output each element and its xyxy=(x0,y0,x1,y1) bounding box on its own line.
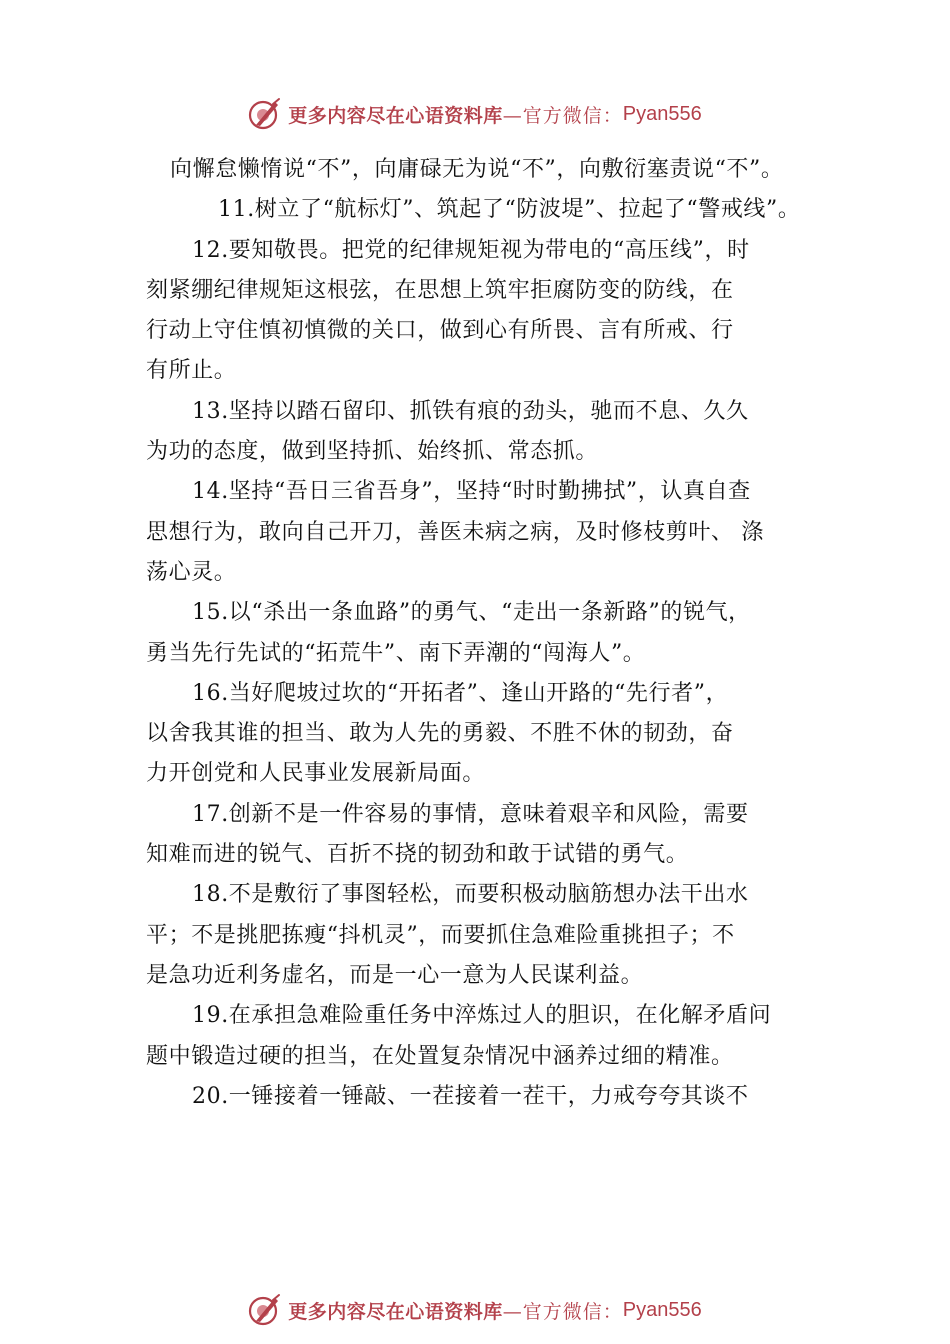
header-wechat-id: Pyan556 xyxy=(622,102,702,125)
text-line: 向懈怠懒惰说“不”，向庸碌无为说“不”，向敷衍塞责说“不”。 xyxy=(170,157,784,182)
text-line: 为功的态度，做到坚持抓、始终抓、常态抓。 xyxy=(146,439,599,465)
text-line: 18.不是敷衍了事图轻松，而要积极动脑筋想办法干出水 xyxy=(192,882,749,908)
text-line: 11.树立了“航标灯”、筑起了“防波堤”、拉起了“警戒线”。 xyxy=(218,197,801,223)
text-line: 荡心灵。 xyxy=(146,559,237,585)
footer-sub-text: —官方微信： xyxy=(502,1300,623,1323)
text-line: 思想行为，敢向自己开刀，善医未病之病，及时修枝剪叶、 涤 xyxy=(146,519,764,545)
text-line: 知难而进的锐气、百折不挠的韧劲和敢于试错的勇气。 xyxy=(146,842,689,868)
quill-logo-icon xyxy=(248,97,282,131)
text-line: 17.创新不是一件容易的事情，意味着艰辛和风险，需要 xyxy=(192,801,749,827)
text-line: 15.以“杀出一条血路”的勇气、“走出一条新路”的锐气， xyxy=(192,600,751,626)
text-line: 是急功近利务虚名，而是一心一意为人民谋利益。 xyxy=(146,962,644,988)
text-line: 14.坚持“吾日三省吾身”，坚持“时时勤拂拭”，认真自查 xyxy=(192,479,751,505)
document-body xyxy=(146,150,836,1117)
quill-logo-icon xyxy=(248,1293,282,1327)
footer-banner xyxy=(0,1290,950,1330)
header-sub-text: —官方微信： xyxy=(502,104,623,127)
header-brand-text: 更多内容尽在心语资料库 xyxy=(288,104,503,127)
text-line: 题中锻造过硬的担当，在处置复杂情况中涵养过细的精准。 xyxy=(146,1043,734,1069)
header-banner xyxy=(0,94,950,134)
text-line: 19.在承担急难险重任务中淬炼过人的胆识，在化解矛盾问 xyxy=(192,1003,772,1029)
text-line: 力开创党和人民事业发展新局面。 xyxy=(146,761,486,787)
text-line: 勇当先行先试的“拓荒牛”、南下弄潮的“闯海人”。 xyxy=(146,640,646,666)
text-line: 行动上守住慎初慎微的关口，做到心有所畏、言有所戒、行 xyxy=(146,318,734,344)
text-line: 有所止。 xyxy=(146,358,237,384)
text-line: 刻紧绷纪律规矩这根弦，在思想上筑牢拒腐防变的防线，在 xyxy=(146,277,734,303)
text-line: 13.坚持以踏石留印、抓铁有痕的劲头，驰而不息、久久 xyxy=(192,398,749,424)
footer-brand-text: 更多内容尽在心语资料库 xyxy=(288,1300,503,1323)
text-line: 20.一锤接着一锤敲、一茬接着一茬干，力戒夸夸其谈不 xyxy=(192,1083,749,1109)
text-line: 16.当好爬坡过坎的“开拓者”、逢山开路的“先行者”， xyxy=(192,680,729,706)
text-line: 平；不是挑肥拣瘦“抖机灵”，而要抓住急难险重挑担子；不 xyxy=(146,922,735,948)
text-line: 以舍我其谁的担当、敢为人先的勇毅、不胜不休的韧劲，奋 xyxy=(146,721,734,747)
footer-wechat-id: Pyan556 xyxy=(622,1298,702,1321)
text-line: 12.要知敬畏。把党的纪律规矩视为带电的“高压线”，时 xyxy=(192,237,750,263)
